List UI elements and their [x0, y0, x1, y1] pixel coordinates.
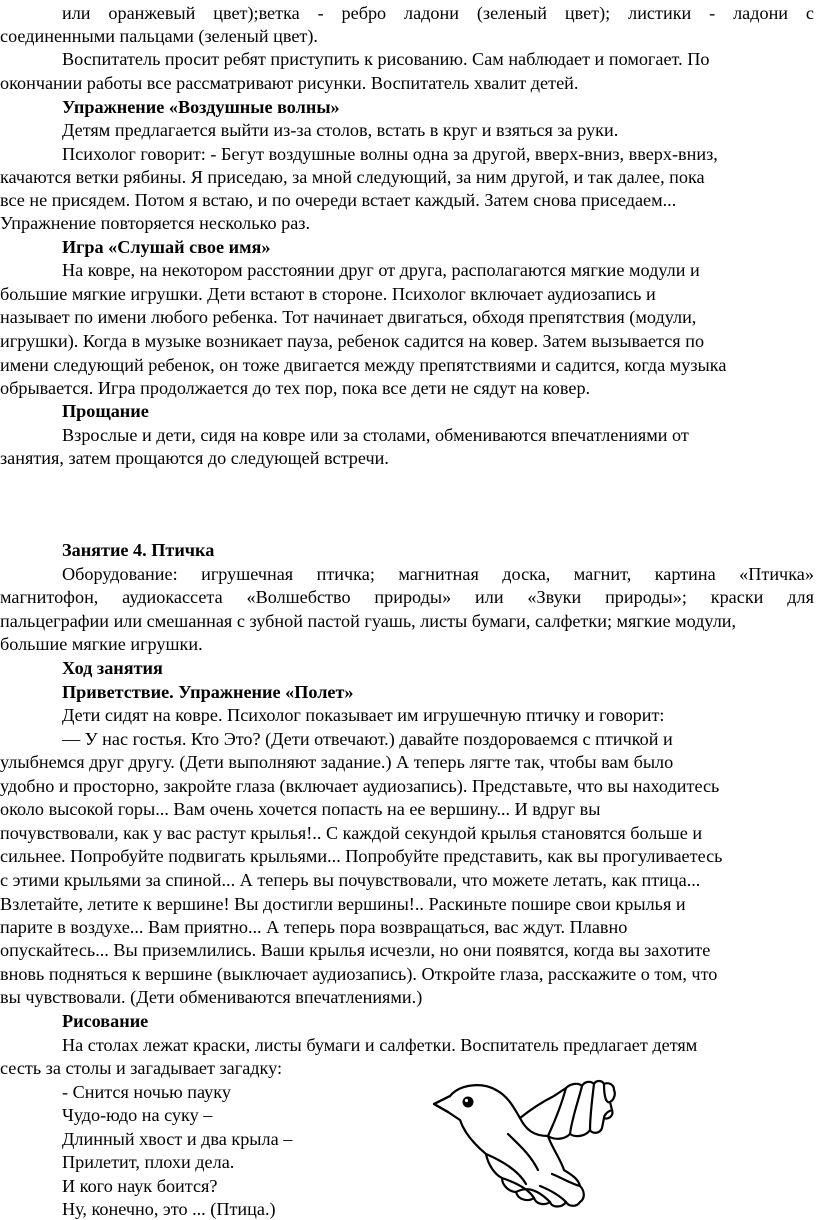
text-line: Оборудование: игрушечная птичка; магнитная доска, магнит, картина «Птичка»: [62, 564, 814, 584]
text-line: магнитофон, аудиокассета «Волшебство природы» или «Звуки природы»; краски для: [0, 587, 814, 607]
text-line: Длинный хвост и два крыла –: [62, 1129, 293, 1149]
text-line: пальцеграфии или смешанная с зубной пастой гуашь, листы бумаги, салфетки; мягкие модули,: [0, 611, 737, 631]
text-line: окончании работы все рассматривают рисунки. Воспитатель хвалит детей.: [0, 73, 579, 93]
text-line: все не присядем. Потом я встаю, и по очереди встает каждый. Затем снова приседаем...: [0, 190, 677, 210]
text-line: Психолог говорит: - Бегут воздушные волны одна за другой, вверх-вниз, вверх-вниз,: [62, 144, 718, 164]
text-line: - Снится ночью пауку: [62, 1082, 231, 1102]
text-line: Чудо-юдо на суку –: [62, 1105, 213, 1125]
text-line: Игра «Слушай свое имя»: [62, 237, 271, 257]
text-line: Прощание: [62, 401, 149, 421]
text-line: Прилетит, плохи дела.: [62, 1152, 235, 1172]
text-line: Ну, конечно, это ... (Птица.): [62, 1199, 276, 1219]
text-line: опускайтесь... Вы приземлились. Ваши крылья исчезли, но они появятся, когда вы захотите: [0, 940, 711, 960]
text-line: Упражнение «Воздушные волны»: [62, 97, 340, 117]
text-line: занятия, затем прощаются до следующей встречи.: [0, 448, 389, 468]
text-line: игрушки). Когда в музыке возникает пауза, ребенок садится на ковер. Затем вызывается по: [0, 331, 705, 351]
text-line: вы чувствовали. (Дети обмениваются впечатлениями.): [0, 987, 423, 1007]
text-line: вновь подняться к вершине (выключает аудиозапись). Откройте глаза, расскажите о том, что: [0, 964, 718, 984]
text-line: удобно и просторно, закройте глаза (включает аудиозапись). Представьте, что вы находитесь: [0, 776, 720, 796]
text-line: Детям предлагается выйти из-за столов, встать в круг и взяться за руки.: [62, 120, 619, 140]
text-line: Приветствие. Упражнение «Полет»: [62, 682, 354, 702]
text-line: качаются ветки рябины. Я приседаю, за мной следующий, за ним другой, и так далее, пока: [0, 167, 705, 187]
text-line: соединенными пальцами (зеленый цвет).: [0, 26, 318, 46]
text-line: с этими крыльями за спиной... А теперь вы почувствовали, что можете летать, как птица...: [0, 870, 701, 890]
text-line: Взрослые и дети, сидя на ковре или за столами, обмениваются впечатлениями от: [62, 425, 689, 445]
text-line: — У нас гостья. Кто Это? (Дети отвечают.) давайте поздороваемся с птичкой и: [62, 729, 673, 749]
text-line: большие мягкие игрушки.: [0, 634, 203, 654]
bird-drawing-icon: [430, 1074, 620, 1217]
text-line: И кого наук боится?: [62, 1176, 218, 1196]
text-line: сильнее. Попробуйте подвигать крыльями... Попробуйте представить, как вы прогуливаетесь: [0, 846, 723, 866]
text-line: Дети сидят на ковре. Психолог показывает им игрушечную птичку и говорит:: [62, 705, 665, 725]
text-line: около высокой горы... Вам очень хочется попасть на ее вершину... И вдруг вы: [0, 799, 601, 819]
text-line: Ход занятия: [62, 658, 163, 678]
text-line: почувствовали, как у вас растут крылья!.. С каждой секундой крылья становятся больше и: [0, 823, 703, 843]
text-line: Упражнение повторяется несколько раз.: [0, 213, 311, 233]
text-line: Воспитатель просит ребят приступить к рисованию. Сам наблюдает и помогает. По: [62, 49, 710, 69]
text-line: имени следующий ребенок, он тоже двигается между препятствиями и садится, когда музыка: [0, 355, 727, 375]
text-line: Занятие 4. Птичка: [62, 540, 215, 560]
text-line: Взлетайте, летите к вершине! Вы достигли вершины!.. Раскиньте пошире свои крылья и: [0, 894, 686, 914]
text-line: На ковре, на некотором расстоянии друг от друга, располагаются мягкие модули и: [62, 260, 700, 280]
text-line: парите в воздухе... Вам приятно... А теперь пора возвращаться, вас ждут. Плавно: [0, 917, 628, 937]
text-line: На столах лежат краски, листы бумаги и салфетки. Воспитатель предлагает детям: [62, 1035, 698, 1055]
text-line: обрывается. Игра продолжается до тех пор, пока все дети не сядут на ковер.: [0, 378, 591, 398]
text-line: Рисование: [62, 1011, 149, 1031]
text-line: большие мягкие игрушки. Дети встают в стороне. Психолог включает аудиозапись и: [0, 284, 656, 304]
text-line: сесть за столы и загадывает загадку:: [0, 1058, 283, 1078]
text-line: или оранжевый цвет);ветка - ребро ладони (зеленый цвет); листики - ладони с: [62, 3, 814, 23]
text-line: улыбнемся друг другу. (Дети выполняют задание.) А теперь лягте так, чтобы вам было: [0, 752, 674, 772]
text-line: называет по имени любого ребенка. Тот начинает двигаться, обходя препятствия (модули,: [0, 307, 697, 327]
